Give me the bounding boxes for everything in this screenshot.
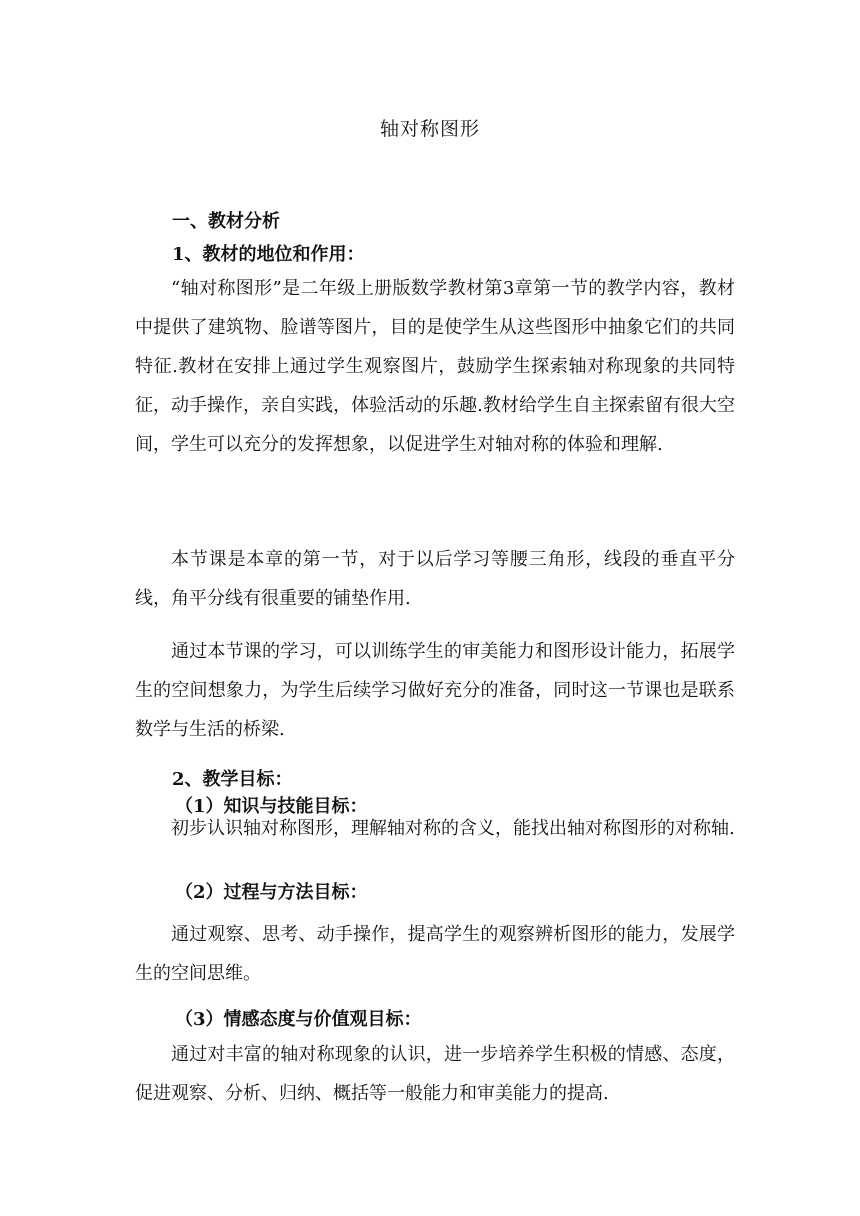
subsection-heading: 2、教学目标： <box>172 769 293 790</box>
goal-heading: （3）情感态度与价值观目标： <box>175 1009 422 1030</box>
goal-heading: （1）知识与技能目标： <box>175 796 368 817</box>
section-heading: 一、教材分析 <box>172 211 280 232</box>
paragraph: 通过对丰富的轴对称现象的认识，进一步培养学生积极的情感、态度，促进观察、分析、归纳、概括等一般能力和审美能力的提高. <box>135 1044 735 1104</box>
document-title: 轴对称图形 <box>379 118 480 140</box>
paragraph: 通过本节课的学习，可以训练学生的审美能力和图形设计能力，拓展学生的空间想象力，为学生后续学习做好充分的准备，同时这一节课也是联系数学与生活的桥梁. <box>135 641 735 740</box>
subsection-heading: 1、教材的地位和作用： <box>172 244 365 265</box>
paragraph: “轴对称图形”是二年级上册版数学教材第3章第一节的教学内容，教材中提供了建筑物、脸谱等图片，目的是使学生从这些图形中抽象它们的共同特征.教材在安排上通过学生观察图片，鼓励学生探索轴对称现象的共同特征，动手操作，亲自实践，体验活动的乐趣.教材给学生自主探索留有很大空间，学生可以充分的发挥想象，以促进学生对轴对称的体验和理解. <box>135 278 735 455</box>
paragraph: 初步认识轴对称图形，理解轴对称的含义，能找出轴对称图形的对称轴. <box>171 818 735 839</box>
paragraph: 通过观察、思考、动手操作，提高学生的观察辨析图形的能力，发展学生的空间思维。 <box>135 924 735 984</box>
paragraph: 本节课是本章的第一节，对于以后学习等腰三角形，线段的垂直平分线，角平分线有很重要的铺垫作用. <box>135 549 735 609</box>
goal-heading: （2）过程与方法目标： <box>175 882 368 903</box>
